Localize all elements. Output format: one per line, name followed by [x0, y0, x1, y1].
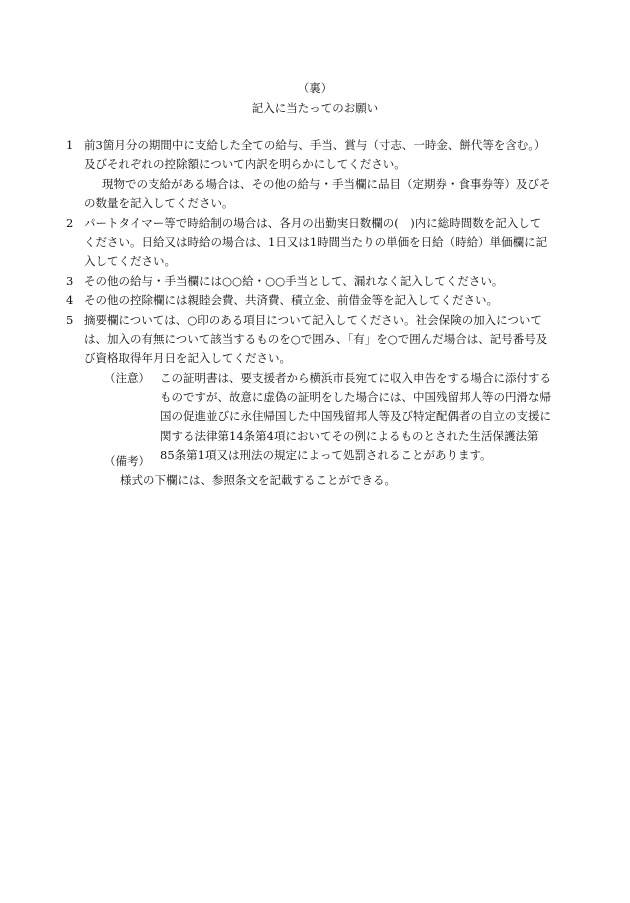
- remarks-label: （備考）: [104, 454, 150, 468]
- back-side-mark: （裏）: [297, 81, 333, 95]
- list-item-1: [66, 136, 552, 174]
- item-number: 2: [66, 216, 74, 230]
- caution-text: この証明書は、要支援者から横浜市長宛てに収入申告をする場合に添付するものですが、故意に虚偽の証明をした場合には、中国残留邦人等の円滑な帰国の促進並びに永住帰国した中国残留邦人等及び特定配偶者の自立の支援に関する法律第14条第4項においてその例によるものとされた生活保護法第85条第1項又は刑法の規定によって処罰されることがあります。: [160, 371, 551, 462]
- list-item-2: [66, 214, 552, 272]
- list-item-3: [66, 272, 552, 291]
- item-text: パートタイマー等で時給制の場合は、各月の出勤実日数欄の( )内に総時間数を記入してください。日給又は時給の場合は、1日又は1時間当たりの単価を日給（時給）単価欄に記入してください。: [84, 216, 548, 269]
- page-title: 記入に当たってのお願い: [251, 101, 379, 115]
- item-number: 4: [66, 293, 74, 307]
- caution-label: （注意）: [104, 371, 150, 385]
- item-1-note-text: 現物での支給がある場合は、その他の給与・手当欄に品目（定期券・食事券等）及びその数量を記入してください。: [84, 177, 551, 211]
- remarks-text: 様式の下欄には、参照条文を記載することができる。: [120, 473, 396, 487]
- list-item-5: [66, 311, 552, 369]
- item-text: 前3箇月分の期間中に支給した全ての給与、手当、賞与（寸志、一時金、餅代等を含む。）及びそれぞれの控除額について内訳を明らかにしてください。: [84, 138, 546, 172]
- item-text: その他の給与・手当欄には○○給・○○手当として、漏れなく記入してください。: [84, 274, 504, 288]
- item-text: 摘要欄については、○印のある項目について記入してください。社会保険の加入については、加入の有無について該当するものを○で囲み、「有」を○で囲んだ場合は、記号番号及び資格取得年月日を記入してください。: [84, 313, 548, 366]
- item-text: その他の控除欄には親睦会費、共済費、積立金、前借金等を記入してください。: [84, 293, 498, 307]
- item-1-note: [84, 175, 552, 213]
- item-number: 3: [66, 274, 74, 288]
- list-item-4: [66, 291, 552, 310]
- item-number: 1: [66, 138, 74, 152]
- item-number: 5: [66, 313, 74, 327]
